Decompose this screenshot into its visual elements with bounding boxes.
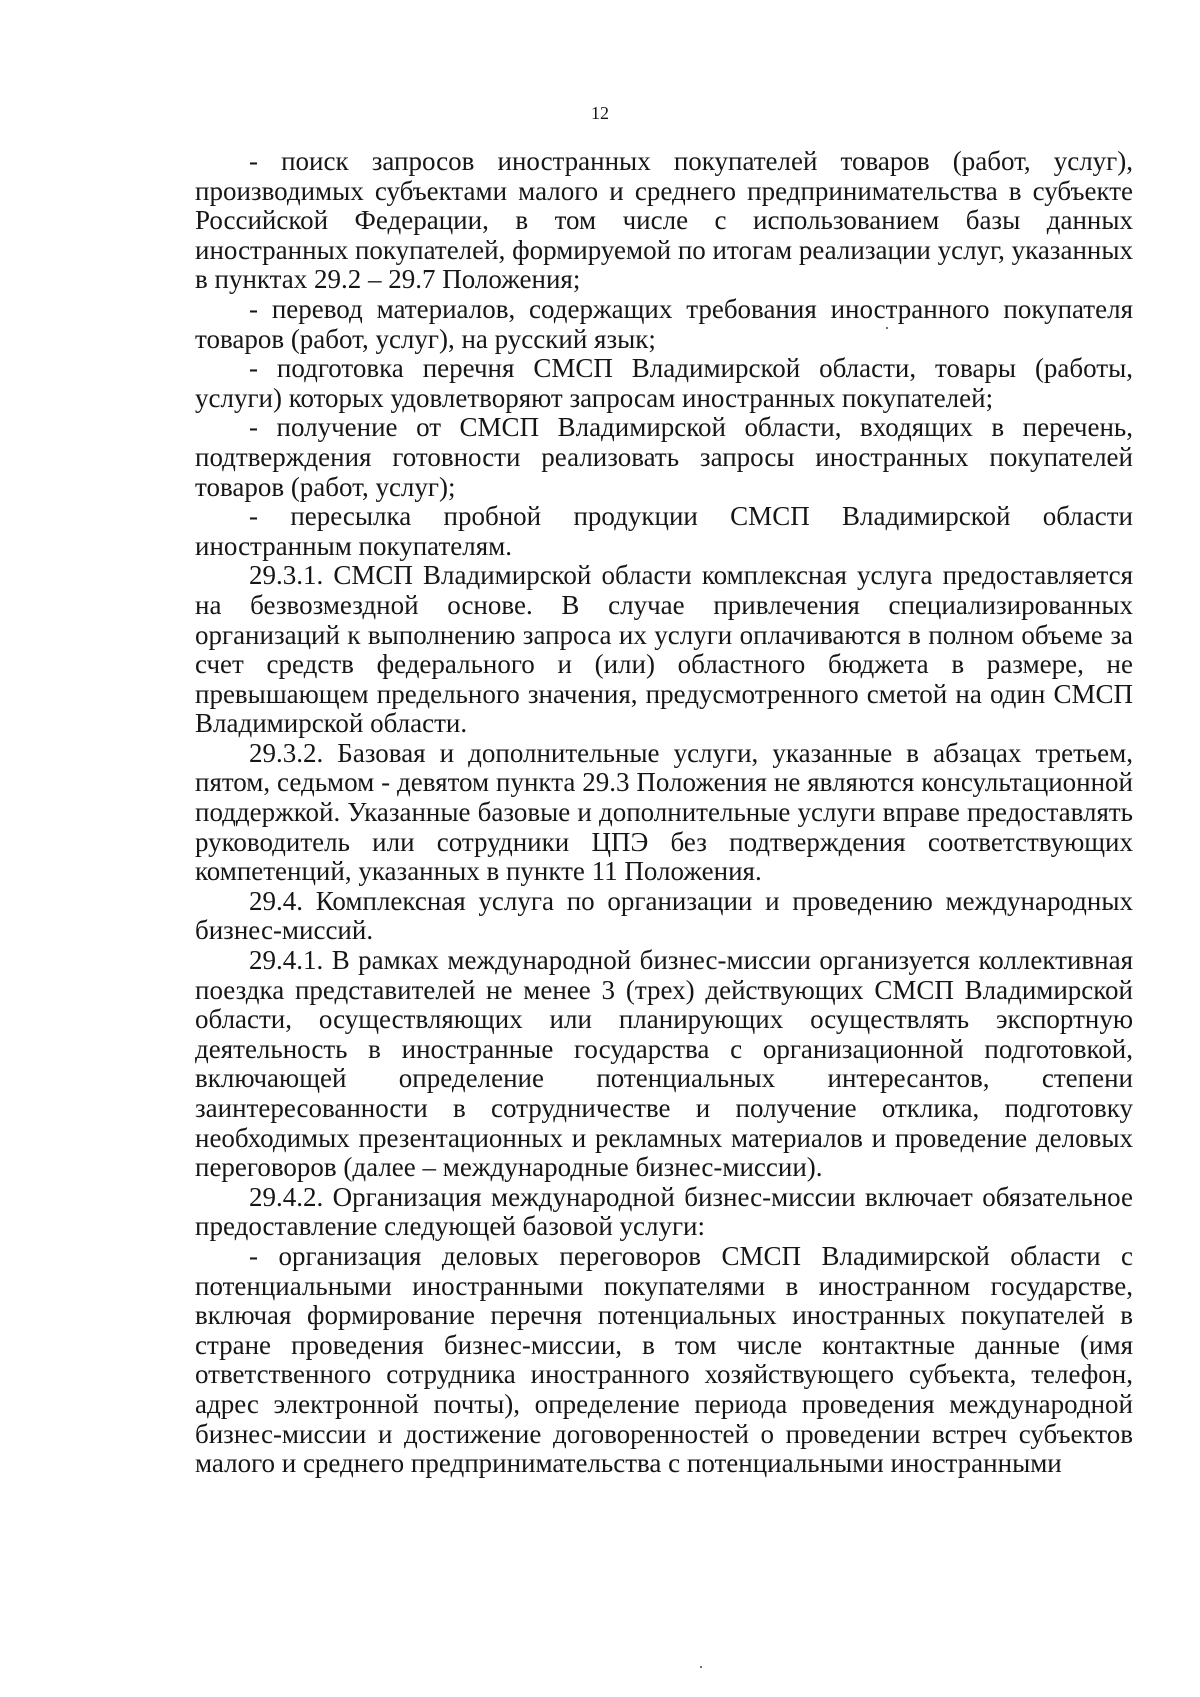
scan-speck xyxy=(886,327,888,329)
paragraph-29-4-2: 29.4.2. Организация международной бизнес-миссии включает обязательное предоставление следующей базовой услуги: xyxy=(195,1181,1133,1242)
paragraph-29-4-1: 29.4.1. В рамках международной бизнес-миссии организуется коллективная поездка представителей не менее 3 (трех) действующих СМСП Владимирской области, осуществляющих или планирующих осуществлять экспортную деятельность в иностранные государства с организационной подготовкой, включающей определение потенциальных интересантов, степени заинтересованности в сотрудничестве и получение отклика, подготовку необходимых презентационных и рекламных материалов и проведение деловых переговоров (далее – международные бизнес-миссии). xyxy=(195,945,1133,1183)
paragraph-29-3-1: 29.3.1. СМСП Владимирской области комплексная услуга предоставляется на безвозмездной основе. В случае привлечения специализированных организаций к выполнению запроса их услуги оплачиваются в полном объеме за счет средств федерального и (или) областного бюджета в размере, не превышающем предельного значения, предусмотренного сметой на один СМСП Владимирской области. xyxy=(195,560,1133,739)
scan-speck xyxy=(700,1666,702,1668)
paragraph-translation: - перевод материалов, содержащих требования иностранного покупателя товаров (работ, услуг), на русский язык; xyxy=(195,293,1133,354)
paragraph-sample-shipping: - пересылка пробной продукции СМСП Владимирской области иностранным покупателям. xyxy=(195,501,1133,561)
paragraph-29-3-2: 29.3.2. Базовая и дополнительные услуги, указанные в абзацах третьем, пятом, седьмом - девятом пункта 29.3 Положения не являются консультационной поддержкой. Указанные базовые и дополнительные услуги вправе предоставлять руководитель или сотрудники ЦПЭ без подтверждения соответствующих компетенций, указанных в пункте 11 Положения. xyxy=(195,737,1133,887)
paragraph-confirmation: - получение от СМСП Владимирской области, входящих в перечень, подтверждения готовности реализовать запросы иностранных покупателей товаров (работ, услуг); xyxy=(195,412,1133,502)
paragraph-search-requests: - поиск запросов иностранных покупателей товаров (работ, услуг), производимых субъектами малого и среднего предпринимательства в субъекте Российской Федерации, в том числе с использованием базы данных иностранных покупателей, формируемой по итогам реализации услуг, указанных в пунктах 29.2 – 29.7 Положения; xyxy=(195,146,1133,295)
paragraph-29-4: 29.4. Комплексная услуга по организации и проведению международных бизнес-миссий. xyxy=(195,885,1133,946)
paragraph-business-negotiations: - организация деловых переговоров СМСП Владимирской области с потенциальными иностранными покупателями в иностранном государстве, включая формирование перечня потенциальных иностранных покупателей в стране проведения бизнес-миссии, в том числе контактные данные (имя ответственного сотрудника иностранного хозяйствующего субъекта, телефон, адрес электронной почты), определение периода проведения международной бизнес-миссии и достижение договоренностей о проведении встреч субъектов малого и среднего предпринимательства с потенциальными иностранными xyxy=(195,1240,1133,1479)
paragraph-list-preparation: - подготовка перечня СМСП Владимирской области, товары (работы, услуги) которых удовлетворяют запросам иностранных покупателей; xyxy=(195,353,1133,413)
page-number: 12 xyxy=(591,103,609,123)
document-body xyxy=(195,147,1133,1479)
